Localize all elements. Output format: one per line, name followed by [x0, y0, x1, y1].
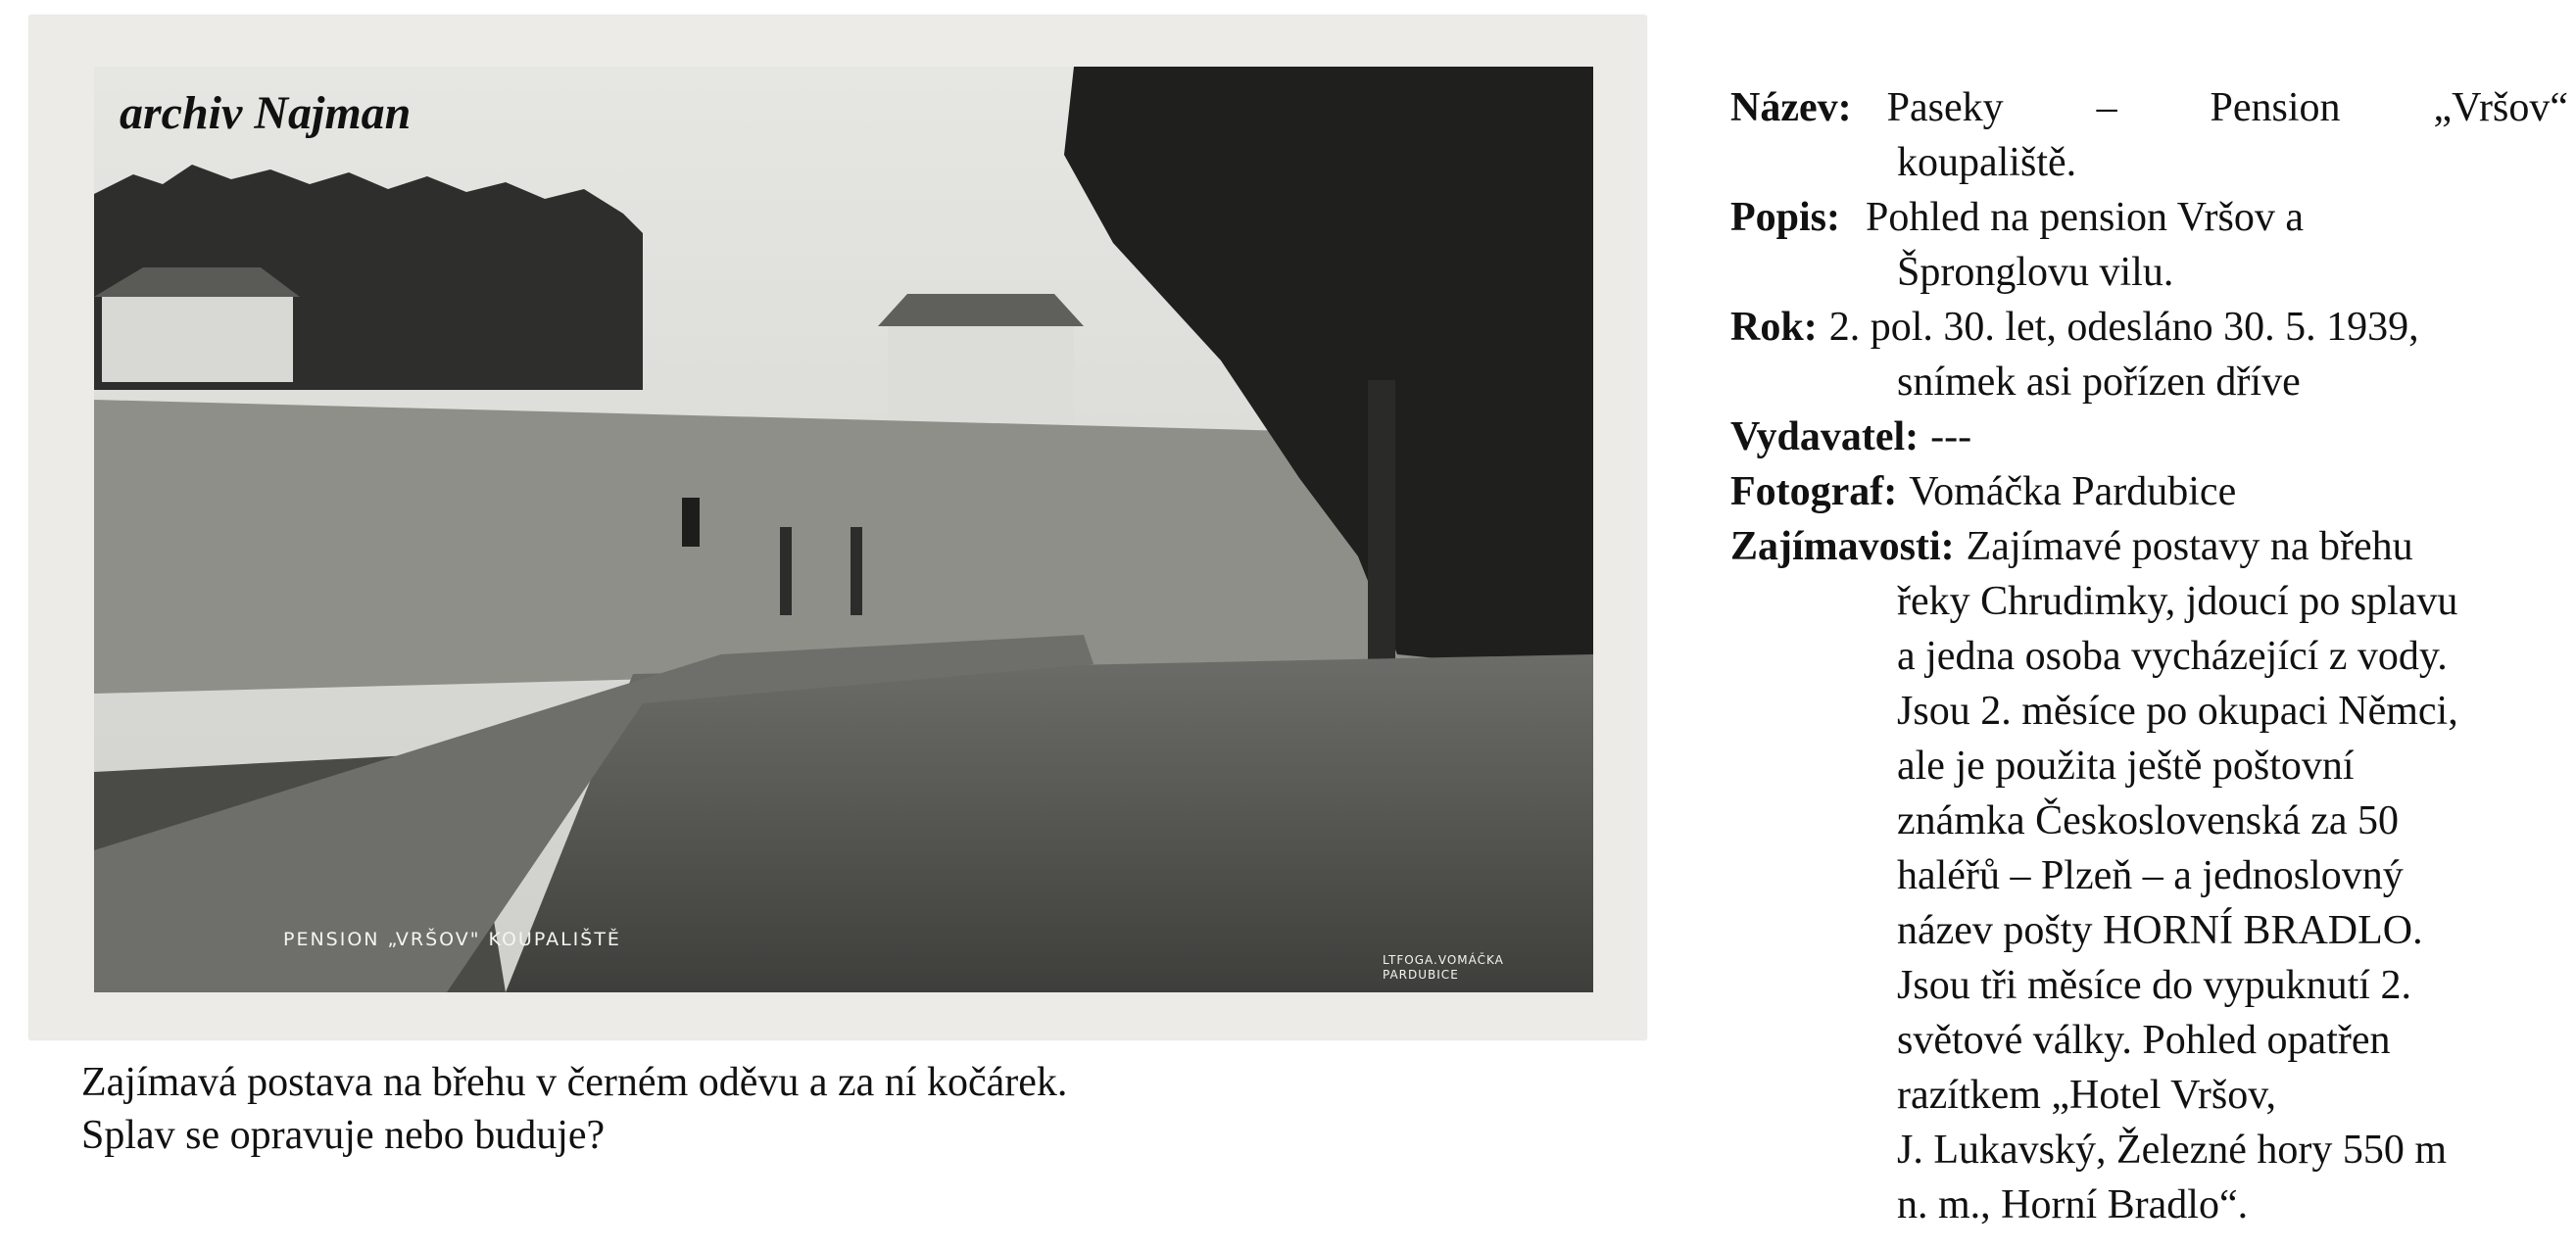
zajimavosti-line: haléřů – Plzeň – a jednoslovný [1897, 853, 2404, 898]
photo-caption-right [1383, 953, 1504, 983]
info-row-nazev [1730, 80, 2568, 135]
zajimavosti-line: n. m., Horní Bradlo“. [1897, 1182, 2249, 1227]
photo-scene [94, 67, 1593, 992]
zajimavosti-text [1730, 574, 2568, 1232]
figure-in-black [682, 498, 700, 547]
popis-line1: Pohled na pension Vršov a [1866, 195, 2305, 240]
info-panel [1730, 80, 2568, 1232]
villa [102, 294, 293, 382]
popis-label: Popis: [1730, 195, 1841, 240]
archive-label: archiv Najman [120, 87, 412, 139]
info-row-fotograf [1730, 464, 2568, 519]
tree-trunk [1368, 380, 1395, 674]
nazev-value: Paseky – Pension „Vršov“ [1886, 85, 2568, 130]
zajimavosti-line1: Zajímavé postavy na břehu [1966, 524, 2413, 569]
popis-line2: Špronglovu vilu. [1897, 250, 2174, 295]
photo-credit-line1: LTFOGA.VOMÁČKA [1383, 953, 1504, 967]
zajimavosti-line: a jedna osoba vycházející z vody. [1897, 634, 2448, 679]
rok-label: Rok: [1730, 305, 1818, 350]
vydavatel-value: --- [1930, 414, 1972, 459]
zajimavosti-label: Zajímavosti: [1730, 524, 1955, 569]
historical-photo [94, 67, 1593, 992]
zajimavosti-line: světové války. Pohled opatřen [1897, 1018, 2391, 1063]
zajimavosti-line: známka Československá za 50 [1897, 798, 2400, 843]
photo-note [81, 1056, 1067, 1162]
photo-credit-line2: PARDUBICE [1383, 968, 1459, 982]
person-left [780, 527, 792, 615]
rok-line1: 2. pol. 30. let, odesláno 30. 5. 1939, [1828, 305, 2419, 350]
note-line1: Zajímavá postava na břehu v černém oděvu a za ní kočárek. [81, 1060, 1068, 1105]
zajimavosti-line: J. Lukavský, Železné hory 550 m [1897, 1128, 2448, 1173]
river-water [506, 654, 1593, 992]
zajimavosti-line: řeky Chrudimky, jdoucí po splavu [1897, 579, 2458, 624]
vydavatel-label: Vydavatel: [1730, 414, 1920, 459]
nazev-label: Název: [1730, 85, 1852, 130]
rok-line2: snímek asi pořízen dříve [1897, 360, 2301, 405]
zajimavosti-line: ale je použita ještě poštovní [1897, 744, 2355, 789]
info-row-vydavatel [1730, 409, 2568, 464]
info-row-popis [1730, 190, 2568, 245]
zajimavosti-line: název pošty HORNÍ BRADLO. [1897, 908, 2423, 953]
nazev-line2: koupaliště. [1897, 140, 2077, 185]
fotograf-label: Fotograf: [1730, 469, 1898, 514]
note-line2: Splav se opravuje nebo buduje? [81, 1113, 606, 1158]
zajimavosti-line: razítkem „Hotel Vršov, [1897, 1073, 2277, 1118]
postcard [29, 16, 1646, 1039]
info-row-zajimavosti [1730, 519, 2568, 574]
person-right [851, 527, 862, 615]
pension-roof [878, 294, 1084, 326]
info-row-rok [1730, 300, 2568, 355]
zajimavosti-line: Jsou 2. měsíce po okupaci Němci, [1897, 689, 2458, 734]
fotograf-value: Vomáčka Pardubice [1909, 469, 2237, 514]
photo-caption-left: PENSION „VRŠOV" KOUPALIŠTĚ [283, 929, 621, 950]
zajimavosti-line: Jsou tři měsíce do vypuknutí 2. [1897, 963, 2411, 1008]
